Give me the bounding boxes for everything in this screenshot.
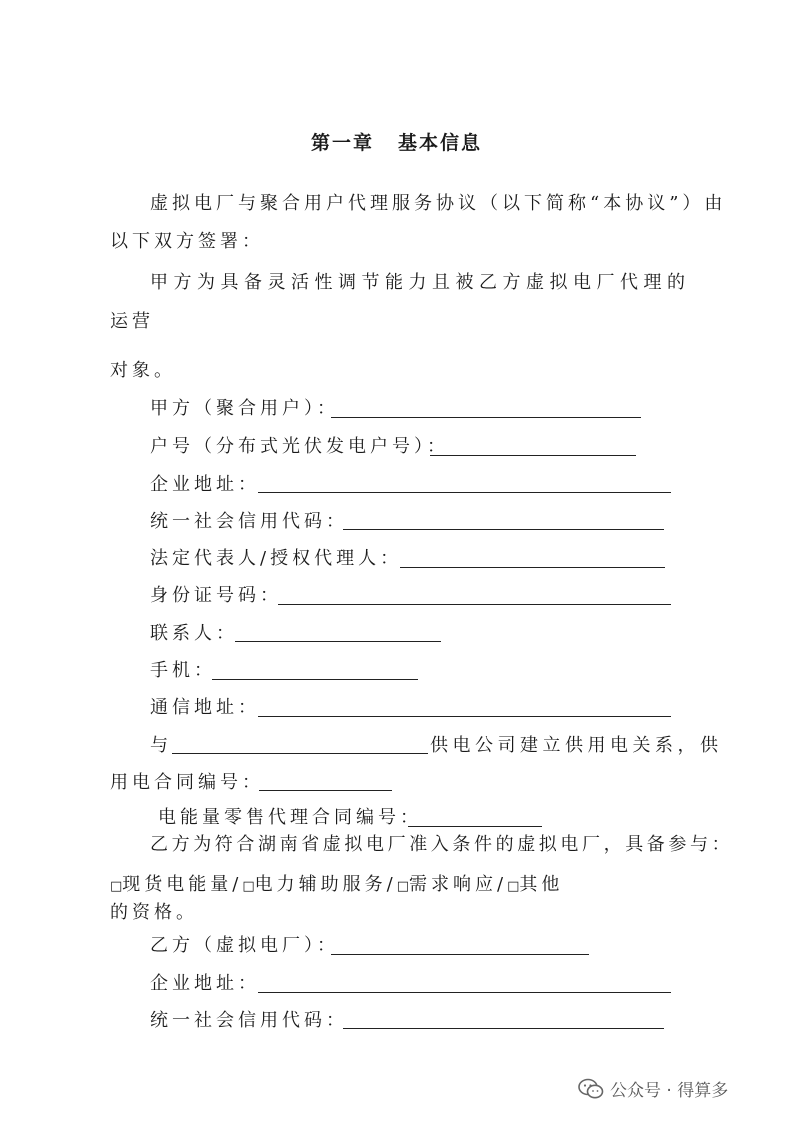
retail-contract-no-label: 电能量零售代理合同编号：	[158, 807, 422, 828]
option-ancillary: 电力辅助服务/	[254, 874, 397, 895]
chapter-title	[0, 130, 793, 156]
id-no-label: 身份证号码：	[150, 585, 282, 606]
checkbox-other[interactable]: □	[507, 879, 520, 894]
checkbox-demand[interactable]: □	[396, 879, 410, 894]
checkbox-energy[interactable]: □	[110, 879, 123, 894]
chapter-number: 第一章	[310, 132, 374, 154]
party-b-address-label: 企业地址：	[150, 973, 260, 994]
mail-address-label: 通信地址：	[150, 697, 260, 718]
party-a-description-line2: 运营	[110, 311, 154, 332]
chapter-name: 基本信息	[398, 132, 483, 154]
party-a-description-line1: 甲方为具备灵活性调节能力且被乙方虚拟电厂代理的	[150, 272, 691, 293]
supply-prefix: 与	[150, 735, 172, 756]
party-b-credit-code-label: 统一社会信用代码：	[150, 1010, 348, 1031]
watermark	[578, 1076, 728, 1101]
option-other: 其他	[519, 874, 564, 895]
id-no-field[interactable]	[278, 604, 671, 605]
retail-contract-no-field[interactable]	[408, 826, 542, 827]
intro-paragraph-line2: 以下双方签署：	[110, 231, 264, 252]
party-b-description-line1: 乙方为符合湖南省虚拟电厂准入条件的虚拟电厂，具备参与：	[150, 834, 734, 855]
contact-label: 联系人：	[150, 623, 238, 644]
option-demand: 需求响应/	[409, 874, 508, 895]
party-a-description-line3: 对象。	[110, 360, 176, 381]
supply-contract-no-field[interactable]	[259, 790, 392, 791]
party-b-description-line3: 的资格。	[110, 902, 198, 923]
phone-label: 手机：	[150, 660, 216, 681]
legal-rep-label: 法定代表人/授权代理人：	[150, 548, 403, 569]
party-b-name-field[interactable]	[331, 954, 589, 955]
wechat-icon	[578, 1078, 604, 1100]
party-b-address-field[interactable]	[258, 992, 671, 993]
option-energy: 现货电能量/	[122, 874, 243, 895]
party-b-name-label: 乙方（虚拟电厂）：	[150, 935, 339, 956]
party-a-address-label: 企业地址：	[150, 474, 260, 495]
checkbox-ancillary[interactable]: □	[242, 879, 255, 894]
supply-suffix: 供电公司建立供用电关系，供	[430, 735, 723, 756]
party-a-credit-code-field[interactable]	[343, 529, 664, 530]
party-a-name-label: 甲方（聚合用户）：	[150, 398, 339, 419]
phone-field[interactable]	[212, 679, 418, 680]
party-a-name-field[interactable]	[331, 417, 641, 418]
party-b-credit-code-field[interactable]	[343, 1028, 664, 1029]
account-no-field[interactable]	[430, 455, 636, 456]
legal-rep-field[interactable]	[400, 567, 665, 568]
supply-contract-no-label: 用电合同编号：	[110, 772, 264, 793]
supply-company-field[interactable]	[172, 753, 428, 754]
party-a-address-field[interactable]	[258, 492, 671, 493]
watermark-text: 公众号 · 得算多	[610, 1081, 729, 1101]
intro-paragraph-line1: 虚拟电厂与聚合用户代理服务协议（以下简称“本协议”）由	[150, 193, 727, 214]
party-a-credit-code-label: 统一社会信用代码：	[150, 511, 348, 532]
market-options	[110, 873, 563, 899]
account-no-label: 户号（分布式光伏发电户号）：	[150, 436, 449, 457]
contact-field[interactable]	[235, 641, 441, 642]
mail-address-field[interactable]	[258, 716, 671, 717]
